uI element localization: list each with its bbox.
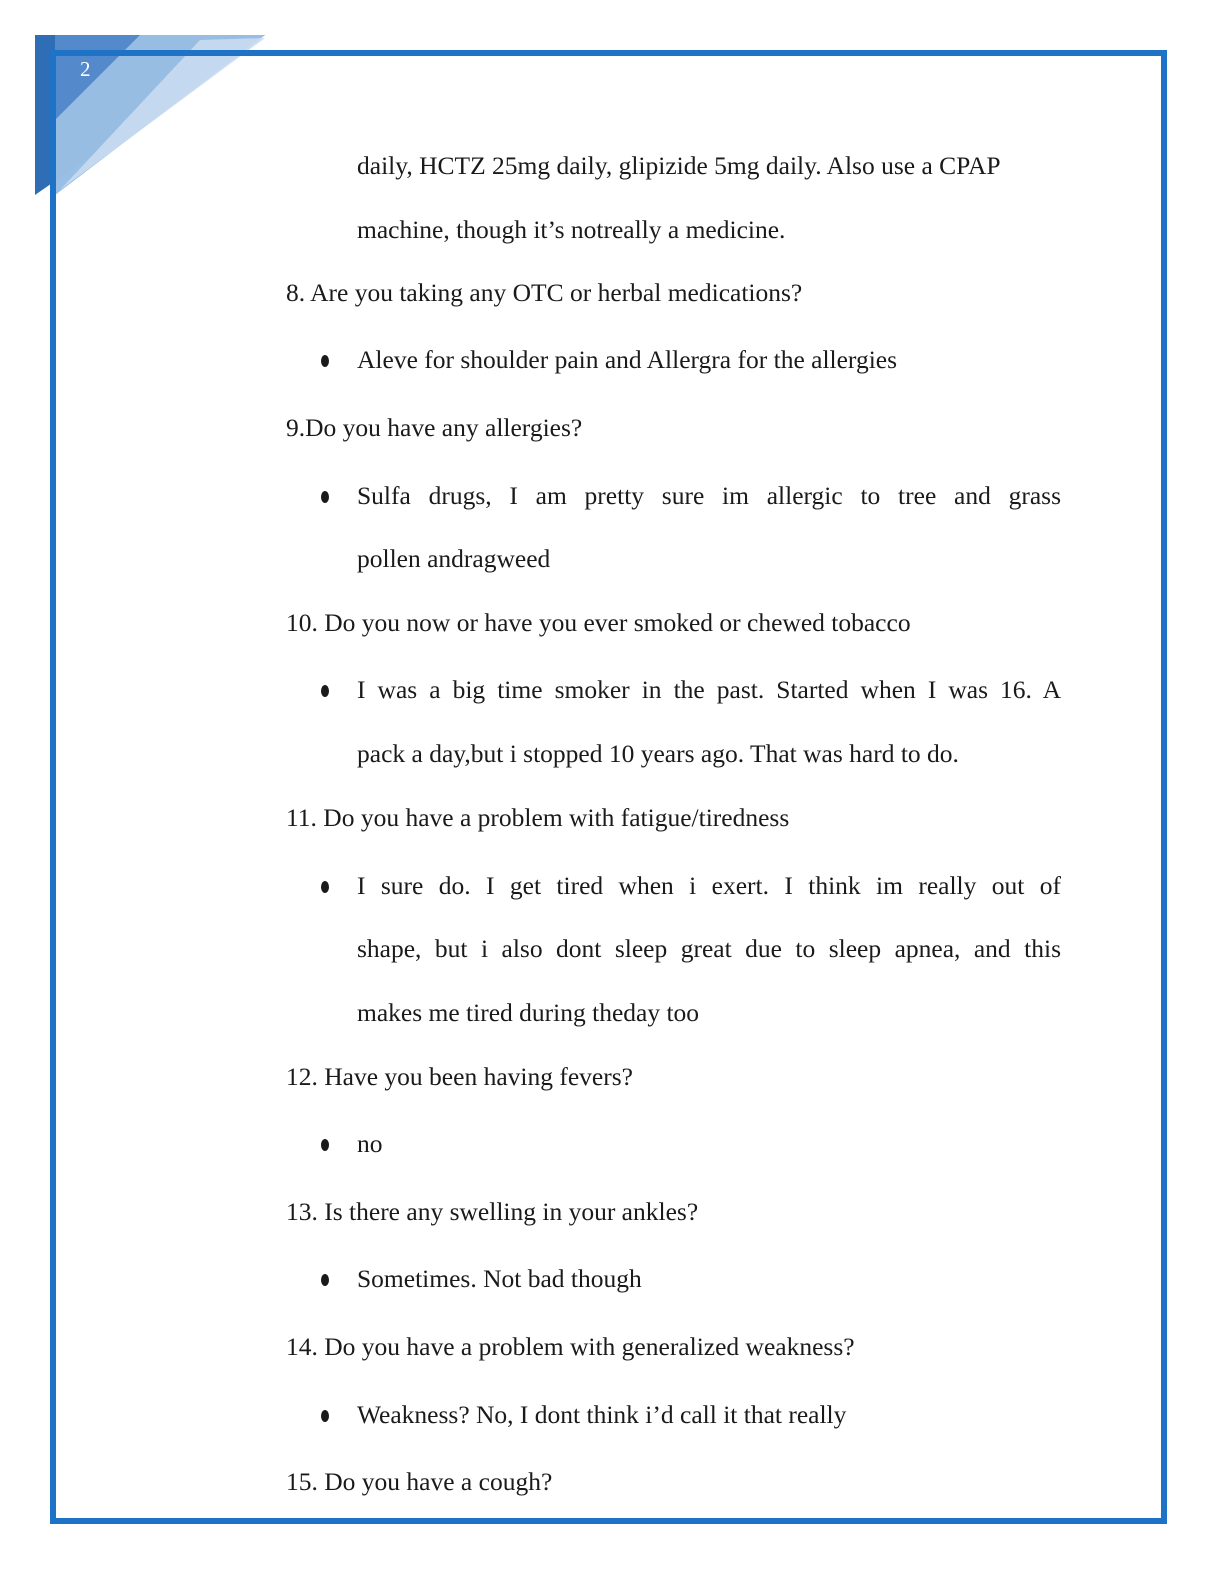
continuation-line: machine, though it’s notreally a medicine.: [357, 215, 786, 244]
bullet-icon: [321, 1139, 329, 1151]
answer-11-cont: shape, but i also dont sleep great due to sleep apnea, and this: [357, 934, 1061, 963]
answer-13: Sometimes. Not bad though: [357, 1264, 642, 1293]
question-10: 10. Do you now or have you ever smoked or chewed tobacco: [286, 608, 911, 637]
question-9: 9.Do you have any allergies?: [286, 413, 583, 442]
bullet-icon: [321, 491, 329, 503]
question-12: 12. Have you been having fevers?: [286, 1062, 633, 1091]
question-15: 15. Do you have a cough?: [286, 1467, 553, 1496]
answer-8: Aleve for shoulder pain and Allergra for the allergies: [357, 345, 898, 374]
answer-12: no: [357, 1129, 383, 1158]
answer-10-cont: pack a day,but i stopped 10 years ago. That was hard to do.: [357, 739, 959, 768]
answer-11-cont: makes me tired during theday too: [357, 998, 700, 1027]
question-14: 14. Do you have a problem with generalized weakness?: [286, 1332, 855, 1361]
question-11: 11. Do you have a problem with fatigue/tiredness: [286, 803, 790, 832]
answer-14: Weakness? No, I dont think i’d call it that really: [357, 1400, 847, 1429]
bullet-icon: [321, 1274, 329, 1286]
bullet-icon: [321, 685, 329, 697]
answer-9: Sulfa drugs, I am pretty sure im allergic to tree and grass: [357, 481, 1061, 510]
question-13: 13. Is there any swelling in your ankles?: [286, 1197, 699, 1226]
page-number: 2: [80, 57, 91, 81]
answer-10: I was a big time smoker in the past. Started when I was 16. A: [357, 675, 1061, 704]
question-8: 8. Are you taking any OTC or herbal medications?: [286, 278, 803, 307]
answer-9-cont: pollen andragweed: [357, 544, 551, 573]
bullet-icon: [321, 355, 329, 367]
continuation-line: daily, HCTZ 25mg daily, glipizide 5mg daily. Also use a CPAP: [357, 151, 1001, 180]
bullet-icon: [321, 881, 329, 893]
bullet-icon: [321, 1410, 329, 1422]
answer-11: I sure do. I get tired when i exert. I think im really out of: [357, 871, 1061, 900]
